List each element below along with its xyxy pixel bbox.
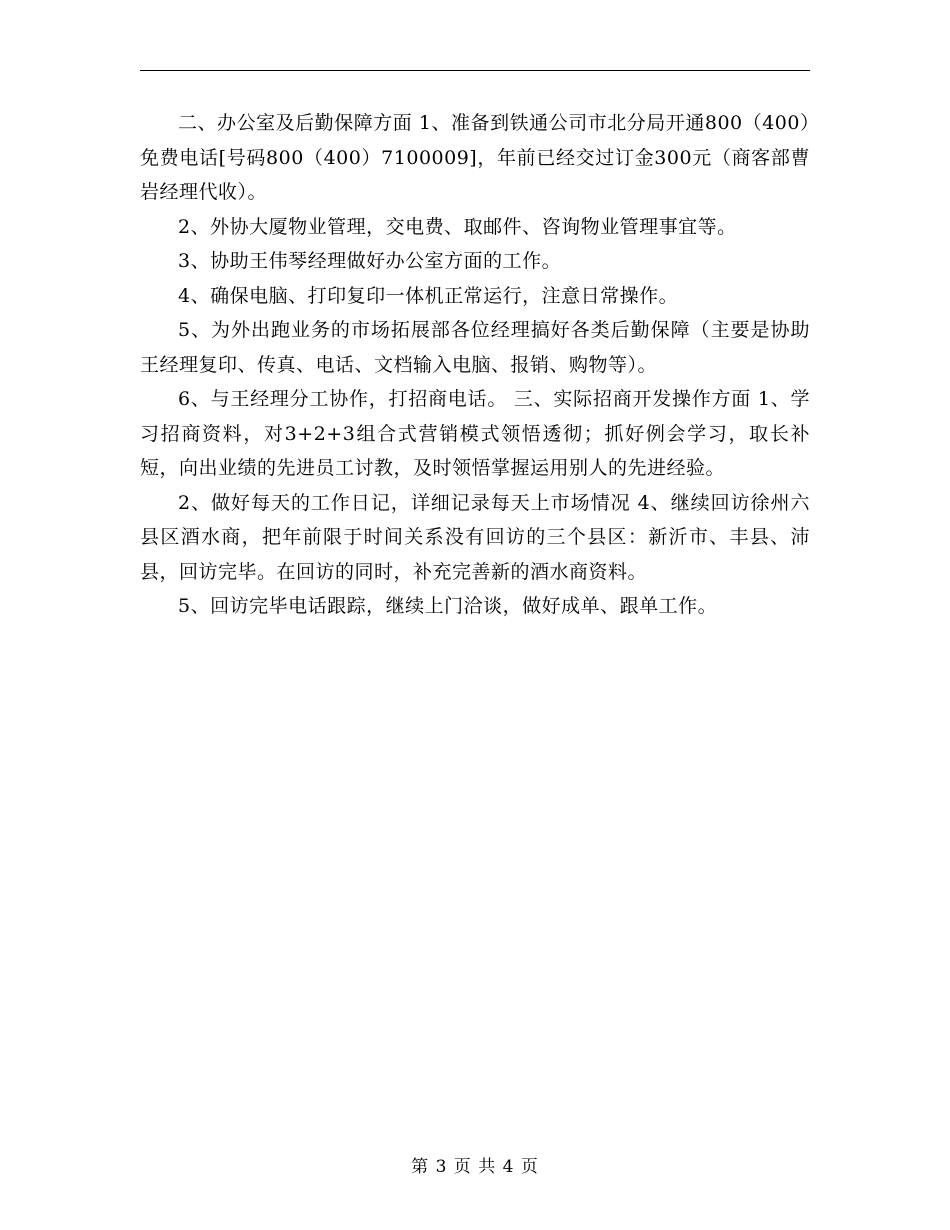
paragraph: 3、协助王伟琴经理做好办公室方面的工作。: [178, 250, 562, 272]
paragraph: 二、办公室及后勤保障方面 1、准备到铁通公司市北分局开通800（400）免费电话[号码800（400）7100009]，年前已经交过订金300元（商客部曹岩经理代收）。: [140, 112, 810, 203]
page-number: 第 3 页 共 4 页: [411, 1157, 539, 1177]
paragraph: 5、回访完毕电话跟踪，继续上门洽谈，做好成单、跟单工作。: [178, 595, 718, 617]
paragraph: 6、与王经理分工协作，打招商电话。 三、实际招商开发操作方面 1、学习招商资料，对3+2+3组合式营销模式领悟透彻；抓好例会学习，取长补短，向出业绩的先进员工讨教，及时领悟掌握运用别人的先进经验。: [140, 388, 810, 479]
paragraph: 2、做好每天的工作日记，详细记录每天上市场情况 4、继续回访徐州六县区酒水商，把年前限于时间关系没有回访的三个县区：新沂市、丰县、沛县，回访完毕。在回访的同时，补充完善新的酒水商资料。: [140, 491, 810, 583]
paragraph: 5、为外出跑业务的市场拓展部各位经理搞好各类后勤保障（主要是协助王经理复印、传真、电话、文档输入电脑、报销、购物等）。: [140, 319, 810, 376]
paragraph: 2、外协大厦物业管理，交电费、取邮件、咨询物业管理事宜等。: [178, 215, 737, 238]
paragraph: 4、确保电脑、打印复印一体机正常运行，注意日常操作。: [178, 284, 679, 307]
header-rule: [140, 70, 810, 71]
document-body: [140, 106, 810, 624]
